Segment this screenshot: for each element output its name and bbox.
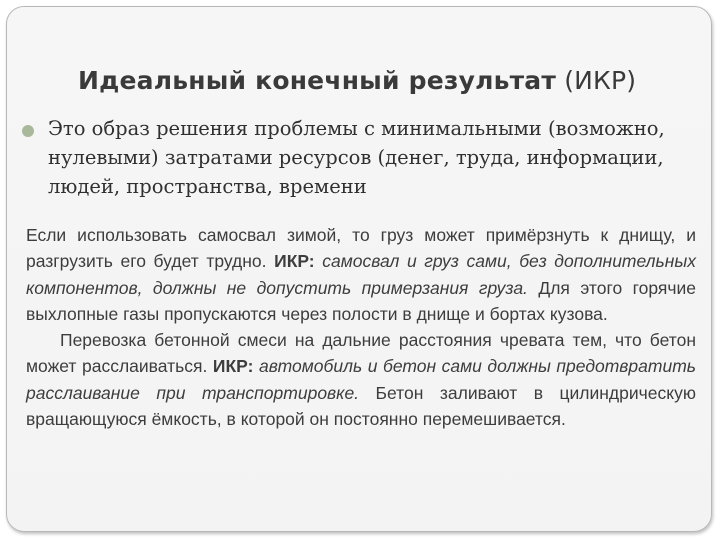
slide-title-main: Идеальный конечный результат bbox=[78, 66, 557, 95]
excerpt-p1-intro: Если использовать самосвал зимой, то груз может примёрзнуть к днищу, и разгрузить его будет трудно. bbox=[26, 225, 696, 272]
bullet-dot-icon bbox=[22, 125, 34, 137]
scanned-excerpt bbox=[26, 222, 696, 432]
excerpt-p1-keyword: ИКР: bbox=[274, 251, 315, 272]
excerpt-p1-ikr-text: самосвал и груз сами, без дополнительных компонентов, должны не допустить примерзания груза. bbox=[26, 251, 696, 298]
slide-title bbox=[78, 66, 636, 95]
excerpt-p2-keyword: ИКР: bbox=[212, 356, 254, 377]
bullet-text: Это образ решения проблемы с минимальными (возможно, нулевыми) затратами ресурсов (денег, труда, информации, людей, пространства, времени bbox=[48, 117, 665, 198]
slide-title-abbrev: (ИКР) bbox=[556, 66, 637, 95]
excerpt-p2-solution: Бетон заливают в цилиндрическую вращающуюся ёмкость, в которой он постоянно перемешивается. bbox=[26, 382, 696, 430]
excerpt-p2-intro: Перевозка бетонной смеси на дальние расстояния чревата тем, что бетон может расслаиваться. bbox=[26, 330, 696, 377]
excerpt-paragraph-2 bbox=[26, 327, 696, 432]
excerpt-p2-ikr-text: автомобиль и бетон сами должны предотвратить расслаивание при транспортировке. bbox=[26, 356, 696, 403]
excerpt-p1-solution: Для этого горячие выхлопные газы пропускаются через полости в днище и бортах кузова. bbox=[26, 277, 696, 324]
excerpt-paragraph-1 bbox=[26, 222, 696, 327]
